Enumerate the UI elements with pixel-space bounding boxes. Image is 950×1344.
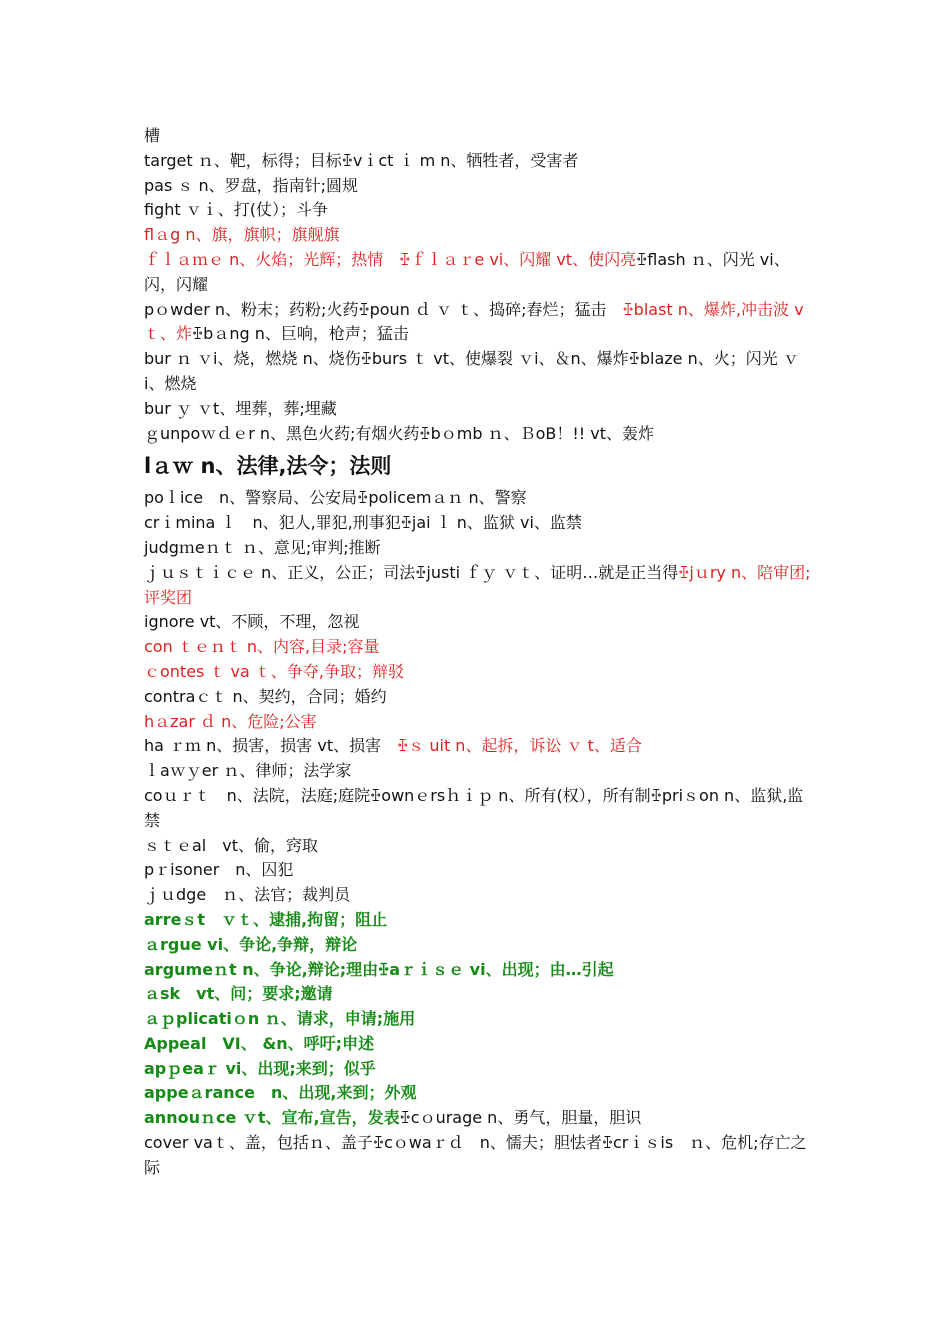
text-span: ꔀbａng n、巨响，枪声；猛击: [192, 324, 409, 344]
text-line: target ｎ、靶，标得；目标ꔀvｉct ｉ m n、牺牲者，受害者: [144, 150, 579, 170]
text-span: ｆｌａｍｅ n、火焰；光辉；热情 ꔀｆｌａｒe vi、闪耀 vt、使闪亮: [144, 249, 637, 269]
text-line: pｒisoner n、囚犯: [144, 860, 294, 880]
text-line-mixed: [144, 1106, 816, 1131]
text-line: apｐeaｒ vi、出现;来到；似乎: [144, 1058, 376, 1078]
text-line: Appeal VI、 &n、呼吁;申述: [144, 1033, 375, 1053]
text-span: ꔀblast n、爆炸,冲击波 v ｔ、炸: [144, 299, 809, 344]
text-line: ｊｕdge ｎ、法官；裁判员: [144, 885, 351, 905]
text-line: con ｔｅｎｔ n、内容,目录;容量: [144, 637, 380, 657]
text-line: contraｃｔ n、契约，合同；婚约: [144, 686, 387, 706]
text-line: pas ｓ n、罗盘，指南针;圆规: [144, 175, 359, 195]
text-line: ｌaｗｙer ｎ、律师；法学家: [144, 761, 352, 781]
text-line: hａzar ｄ n、危险;公害: [144, 711, 317, 731]
text-line: bur ｙ ｖt、埋葬，葬;埋藏: [144, 398, 337, 418]
text-line: ｇunpoｗｄｅr n、黑色火药;有烟火药ꔀbｏmb ｎ、ＢoB！!! vt、轰炸: [144, 423, 654, 443]
document-page: [144, 124, 816, 1181]
text-line-mixed: [144, 561, 816, 611]
text-line: poｌice n、警察局、公安局ꔀpolicemａｎ n、警察: [144, 488, 527, 508]
section-heading: lａｗ n、法律,法令；法则: [144, 454, 392, 479]
text-line-mixed: [144, 734, 816, 759]
text-line: flａg n、旗，旗帜；旗舰旗: [144, 225, 340, 245]
text-line: coｕｒｔ n、法院，法庭;庭院ꔀownｅrsｈｉｐ n、所有(权），所有制ꔀpriｓon n、监狱,监禁: [144, 785, 804, 830]
text-span: annouｎce ｖt、宣布,宣告，发表: [144, 1108, 400, 1128]
text-line: appeａrance n、出现,来到；外观: [144, 1083, 417, 1103]
text-line: ｓｔｅal vt、偷，窍取: [144, 835, 318, 855]
text-line: cover vaｔ、盖，包括ｎ、盖子ꔀcｏwaｒｄ n、懦夫；胆怯者ꔀcrｉｓis ｎ、危机;存亡之际: [144, 1133, 807, 1177]
text-line: arreｓt ｖｔ、逮捕,拘留；阻止: [144, 909, 388, 929]
text-line: ｃontes ｔ va ｔ、争夺,争取；辩驳: [144, 661, 405, 681]
text-line: 槽: [144, 126, 161, 145]
text-line: ａsk vt、问；要求;邀请: [144, 984, 333, 1004]
text-line-mixed: [144, 248, 816, 298]
text-line-mixed: [144, 298, 816, 348]
text-line: judgｍeｎｔ ｎ、意见;审判;推断: [144, 537, 381, 557]
text-span: ꔀflash ｎ、闪光 vi、闪，闪耀: [144, 249, 790, 294]
text-span: ꔀcｏurage n、勇气，胆量，胆识: [399, 1108, 642, 1128]
text-span: ꔀjｕry n、陪审团;评奖团: [144, 562, 811, 607]
text-line: ignore vt、不顾，不理，忽视: [144, 612, 360, 632]
text-line: bur ｎ ｖi、烧，燃烧 n、烧伤ꔀburs ｔ vt、使爆裂 ｖi、＆n、爆炸ꔀblaze n、火；闪光 ｖi、燃烧: [144, 349, 799, 393]
text-line: argumeｎt n、争论,辩论;理由ꔀaｒｉｓｅ vi、出现；由…引起: [144, 959, 614, 979]
text-line: crｉmina ｌ n、犯人,罪犯,刑事犯ꔀjai ｌ n、监狱 vi、监禁: [144, 513, 582, 533]
text-span: ｊｕｓｔｉｃｅ n、正义，公正；司法ꔀjusti ｆｙ ｖｔ、证明…就是正当得: [144, 562, 679, 582]
text-line: ａｐplicatiｏn ｎ、请求，申请;施用: [144, 1009, 416, 1029]
text-span: ha ｒｍ n、损害，损害 vt、损害: [144, 736, 382, 756]
text-span: pｏwder n、粉末；药粉;火药ꔀpoun ｄ ｖ ｔ、捣碎;舂烂；猛击: [144, 299, 607, 319]
text-line: ａrgue vi、争论,争辩，辩论: [144, 934, 358, 954]
text-line: fight ｖｉ、打(仗）；斗争: [144, 200, 328, 220]
text-span: ꔀｓ uit n、起拆，诉讼 ｖ t、适合: [397, 736, 642, 756]
